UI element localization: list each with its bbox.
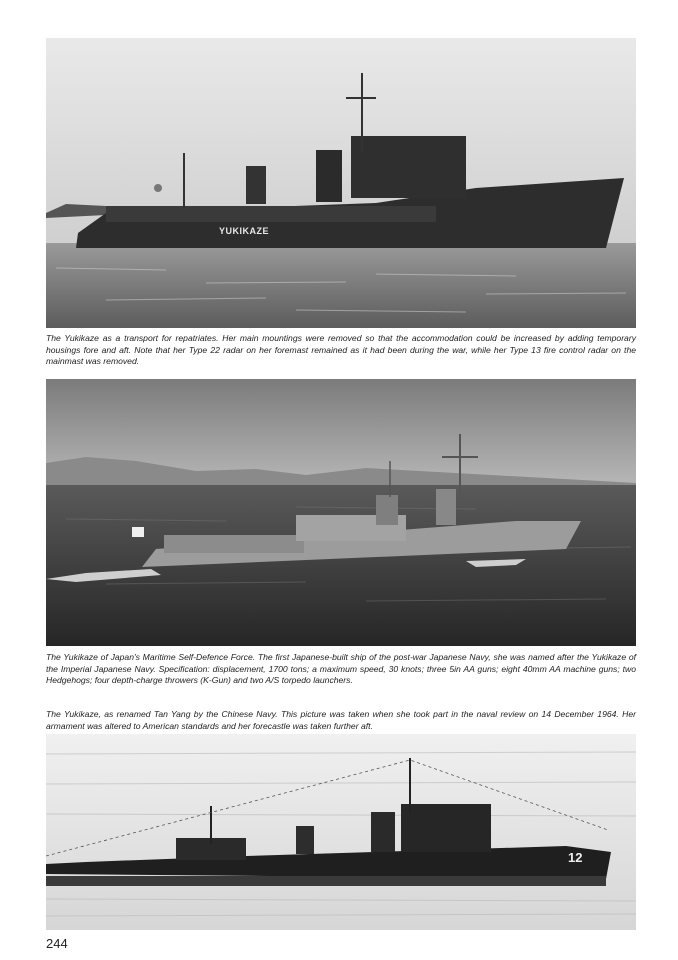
caption-tan-yang: The Yukikaze, as renamed Tan Yang by the Chinese Navy. This picture was taken when she took part in the naval review on 14 December 1964. Her armament was altered to American standards and her forecastle was taken further aft. bbox=[46, 709, 636, 731]
ship-photograph-3 bbox=[46, 734, 636, 930]
photo-yukikaze-msdf bbox=[46, 379, 636, 646]
caption-yukikaze-transport: The Yukikaze as a transport for repatriates. Her main mountings were removed so that the accommodation could be increased by adding temporary housings fore and aft. Note that her Type 22 radar on her foremast remained as it had been during the war, while her Type 13 fire control radar on the mainmast was removed. bbox=[46, 333, 636, 366]
ship-photograph-2 bbox=[46, 379, 636, 646]
caption-yukikaze-msdf: The Yukikaze of Japan's Maritime Self-Defence Force. The first Japanese-built ship of the post-war Japanese Navy, she was named after the Yukikaze of the Imperial Japanese Navy. Specification: displacement, 1700 tons; a maximum speed, 30 knots; three 5in AA guns; eight 40mm AA machine guns; two Hedgehogs; four depth-charge throwers (K-Gun) and two A/S torpedo launchers. bbox=[46, 652, 636, 685]
ship-photograph-1 bbox=[46, 38, 636, 328]
photo-yukikaze-transport bbox=[46, 38, 636, 328]
hull-number-12: 12 bbox=[568, 850, 583, 865]
photo-tan-yang bbox=[46, 734, 636, 930]
page-number: 244 bbox=[46, 936, 68, 951]
hull-marking-yukikaze: YUKIKAZE bbox=[219, 226, 270, 236]
